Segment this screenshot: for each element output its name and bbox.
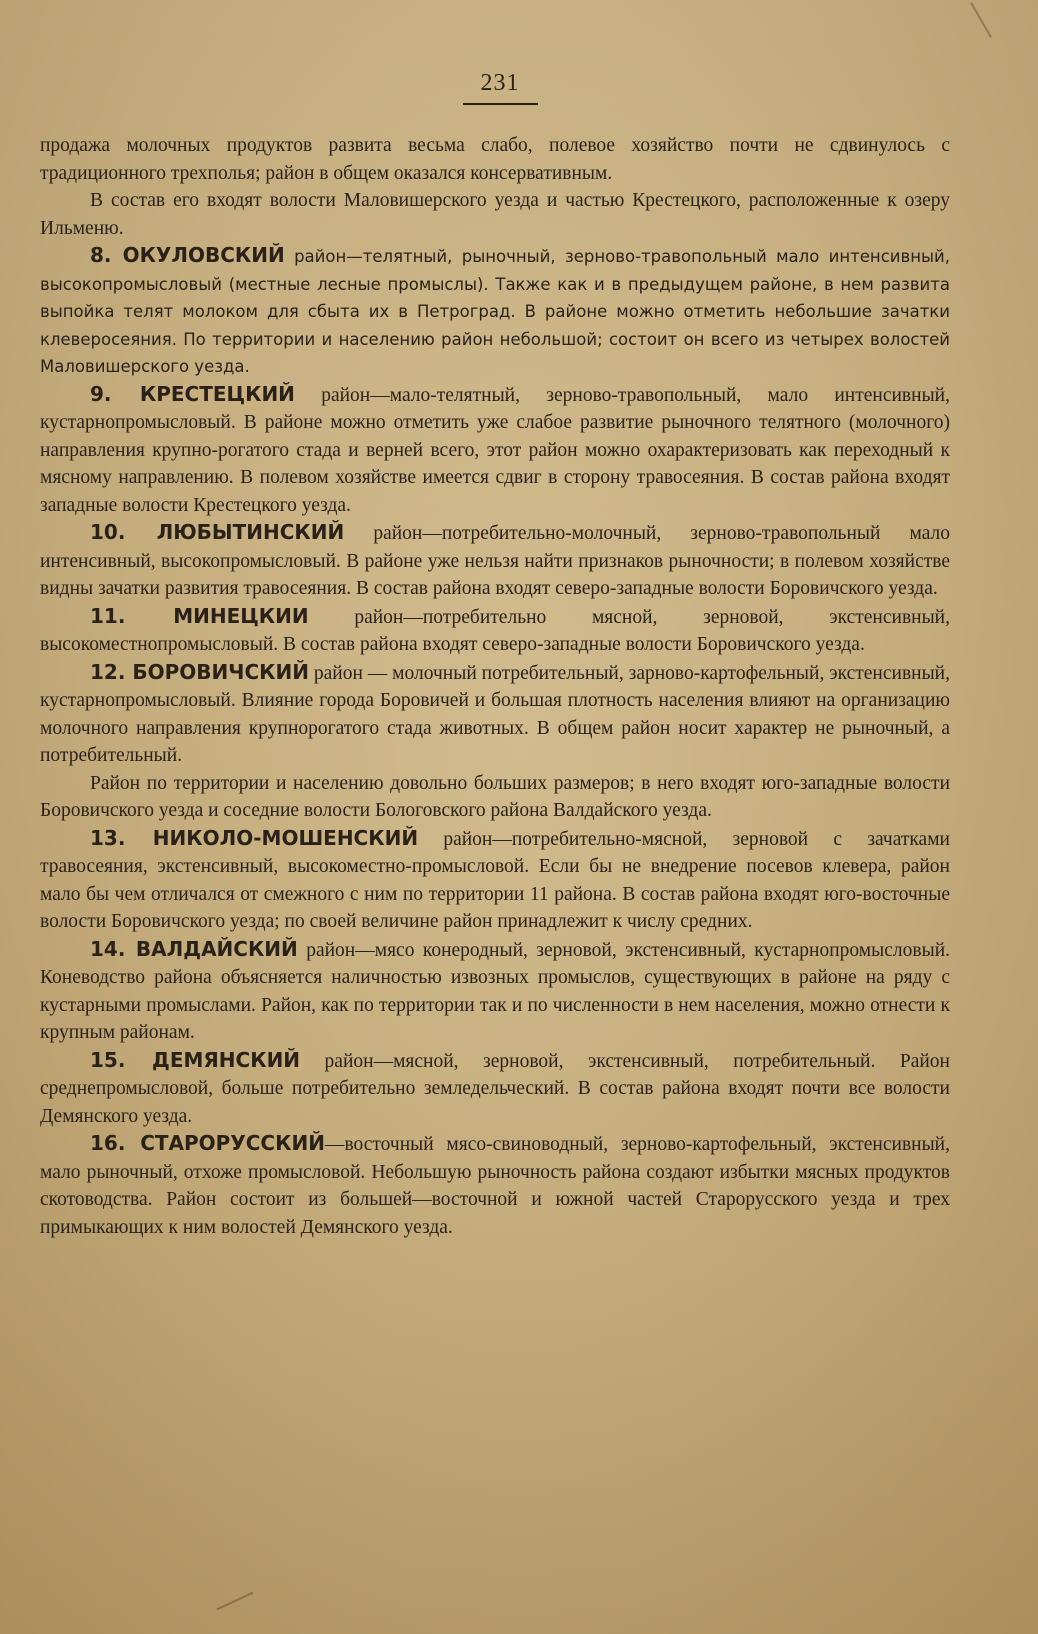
district-heading: 15. ДЕМЯНСКИЙ [90, 1047, 301, 1072]
paragraph-text: район—потребительно мясной, зерновой, экстенсивный, высокоместнопромысловый. В состав района входят северо-западные волости Боровичского уезда. [40, 606, 950, 655]
district-heading: 14. ВАЛДАЙСКИЙ [90, 936, 298, 961]
district-paragraph [40, 1047, 950, 1131]
page-body [40, 132, 950, 1241]
paragraph-text: —восточный мясо-свиноводный, зерново-картофельный, экстенсивный, мало рыночный, отхоже промысловой. Небольшую рыночность района создают избытки мясных продуктов скотоводства. Район состоит из большей—восточной и южной частей Старорусского уезда и трех примыкающих к ним волостей Демянского уезда. [40, 1134, 950, 1238]
paper-crease-mark [970, 2, 992, 38]
district-heading: 8. ОКУЛОВСКИЙ [90, 243, 285, 267]
page-header [0, 70, 1000, 105]
paragraph-text: район—мясо конеродный, зерновой, экстенсивный, кустарнопромысловый. Коневодство района объясняется наличностью извозных промыслов, существующих в районе на ряду с кустарными промыслами. Район, как по территории так и по численности в нем населения, можно отнести к крупным районам. [40, 939, 950, 1043]
district-heading: 12. БОРОВИЧСКИЙ [90, 659, 309, 684]
paragraph [40, 132, 950, 187]
district-paragraph [40, 825, 950, 936]
paragraph-text: Район по территории и населению довольно больших размеров; в него входят юго-западные волости Боровичского уезда и соседние волости Бологовского района Валдайского уезда. [40, 772, 950, 821]
paragraph-text: продажа молочных продуктов развита весьма слабо, полевое хозяйство почти не сдвинулось с традиционного трехполья; район в общем оказался консервативным. [40, 135, 950, 184]
paragraph-text: В состав его входят волости Маловишерского уезда и частью Крестецкого, расположенные к озеру Ильменю. [40, 190, 950, 239]
district-heading: 13. НИКОЛО-МОШЕНСКИЙ [90, 825, 419, 850]
paper-stain-mark [216, 1592, 253, 1611]
district-paragraph [40, 519, 950, 603]
paragraph-text: район—потребительно-молочный, зерново-травопольный мало интенсивный, высокопромысловый. В районе уже нельзя найти признаков рыночности; в полевом хозяйстве видны зачатки развития травосеяния. В состав района входят северо-западные волости Боровичского уезда. [40, 523, 951, 599]
paragraph-text: район—телятный, рыночный, зерново-травопольный мало интенсивный, высокопромысловый (местные лесные промыслы). Также как и в предыдущем районе, в нем развита выпойка телят молоком для сбыта их в Петроград. В районе можно отметить небольшие зачатки клеверосеяния. По территории и населению район небольшой; состоит он всего из четырех волостей Маловишерского уезда. [40, 247, 951, 376]
district-paragraph [40, 936, 950, 1047]
district-paragraph [40, 381, 950, 520]
district-heading: 10. ЛЮБЫТИНСКИЙ [90, 520, 345, 544]
page-number: 231 [463, 70, 538, 105]
district-heading: 11. МИНЕЦКИИ [90, 603, 309, 628]
district-paragraph [40, 603, 950, 659]
district-paragraph [40, 242, 950, 381]
district-paragraph [40, 659, 950, 770]
paragraph [40, 187, 950, 242]
district-heading: 16. СТАРОРУССКИЙ [90, 1131, 325, 1155]
paragraph-text: район—мясной, зерновой, экстенсивный, потребительный. Район среднепромысловой, больше потребительно земледельческий. В состав района входят почти все волости Демянского уезда. [40, 1050, 950, 1127]
paragraph-text: район — молочный потребительный, зарново-картофельный, экстенсивный, кустарнопромысловый. Влияние города Боровичей и большая плотность населения влияют на организацию молочного направления крупнорогатого стада животных. В общем район носит характер не рыночный, а потребительный. [40, 662, 950, 766]
paragraph-text: район—мало-телятный, зерново-травопольный, мало интенсивный, кустарнопромысловый. В районе можно отметить уже слабое развитие рыночного телятного (молочного) направления крупно-рогатого стада и верней всего, этот район можно охарактеризовать как переходный к мясному направлению. В полевом хозяйстве имеется сдвиг в сторону травосеяния. В состав района входят западные волости Крестецкого уезда. [40, 384, 950, 516]
paragraph [40, 770, 950, 825]
district-paragraph [40, 1130, 950, 1241]
paragraph-text: район—потребительно-мясной, зерновой с зачатками травосеяния, экстенсивный, высокоместно-промысловой. Если бы не внедрение посевов клевера, район мало бы чем отличался от смежного с ним по территории 11 района. В состав района входят юго-восточные волости Боровичского уезда; по своей величине район принадлежит к числу средних. [40, 828, 950, 932]
district-heading: 9. КРЕСТЕЦКИЙ [90, 381, 295, 406]
